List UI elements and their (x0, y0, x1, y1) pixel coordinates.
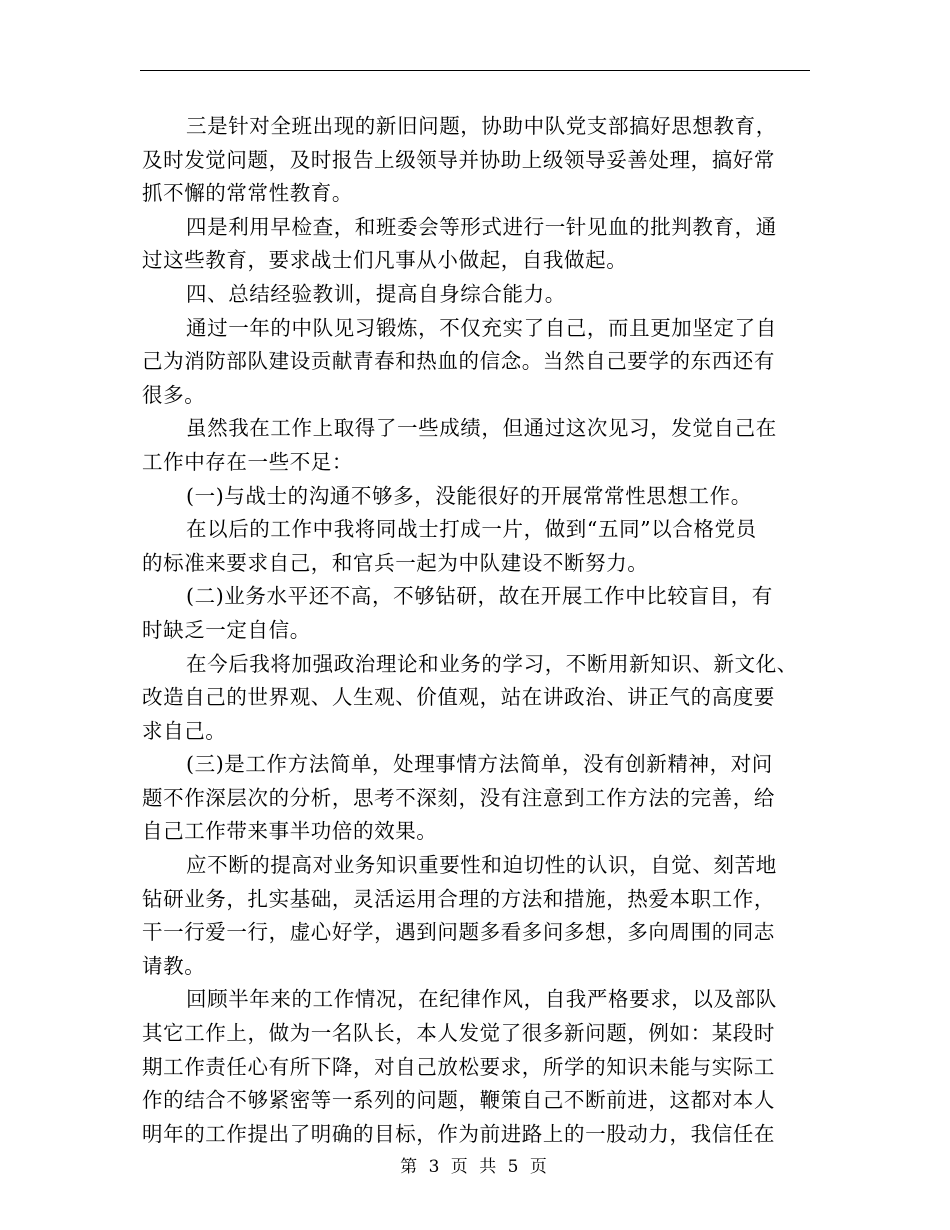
text-line: 四、总结经验教训，提高自身综合能力。 (186, 281, 566, 306)
text-line: 虽然我在工作上取得了一些成绩，但通过这次见习，发觉自己在 (186, 416, 777, 441)
text-line: (二)业务水平还不高，不够钻研，故在开展工作中比较盲目，有 (186, 584, 773, 609)
text-line: 自己工作带来事半功倍的效果。 (142, 819, 438, 844)
text-line: 回顾半年来的工作情况，在纪律作风，自我严格要求，以及部队 (186, 987, 777, 1012)
text-line: 应不断的提高对业务知识重要性和迫切性的认识，自觉、刻苦地 (186, 853, 777, 878)
text-line: 在今后我将加强政治理论和业务的学习，不断用新知识、新文化、 (186, 651, 798, 676)
text-line: 题不作深层次的分析，思考不深刻，没有注意到工作方法的完善，给 (142, 785, 775, 810)
text-line: 时缺乏一定自信。 (142, 617, 311, 642)
text-line: 请教。 (142, 953, 206, 978)
text-line: 其它工作上，做为一名队长，本人发觉了很多新问题，例如：某段时 (142, 1021, 775, 1046)
text-line: 及时发觉问题，及时报告上级领导并协助上级领导妥善处理，搞好常 (142, 147, 775, 172)
header-rule (140, 70, 810, 71)
text-line: 期工作责任心有所下降，对自己放松要求，所学的知识未能与实际工 (142, 1054, 775, 1079)
text-line: 求自己。 (142, 718, 227, 743)
text-line: (一)与战士的沟通不够多，没能很好的开展常常性思想工作。 (186, 483, 752, 508)
page-footer: 第 3 页 共 5 页 (400, 1157, 550, 1177)
text-line: 干一行爱一行，虚心好学，遇到问题多看多问多想，多向周围的同志 (142, 920, 775, 945)
text-line: (三)是工作方法简单，处理事情方法简单，没有创新精神，对问 (186, 752, 773, 777)
text-line: 三是针对全班出现的新旧问题，协助中队党支部搞好思想教育， (186, 114, 777, 138)
text-line: 过这些教育，要求战士们凡事从小做起，自我做起。 (142, 248, 628, 273)
text-line: 钻研业务，扎实基础，灵活运用合理的方法和措施，热爱本职工作， (142, 886, 775, 911)
text-line: 四是利用早检查，和班委会等形式进行一针见血的批判教育，通 (186, 214, 777, 239)
text-line: 己为消防部队建设贡献青春和热血的信念。当然自己要学的东西还有 (142, 349, 775, 374)
text-line: 通过一年的中队见习锻炼，不仅充实了自己，而且更加坚定了自 (186, 315, 777, 340)
text-line: 在以后的工作中我将同战士打成一片，做到“五同”以合格党员 (186, 517, 757, 542)
text-line: 明年的工作提出了明确的目标，作为前进路上的一股动力，我信任在 (142, 1121, 775, 1146)
body-text (142, 110, 810, 1151)
text-line: 很多。 (142, 382, 206, 407)
text-line: 抓不懈的常常性教育。 (142, 181, 353, 206)
text-line: 工作中存在一些不足： (142, 449, 353, 474)
text-line: 的标准来要求自己，和官兵一起为中队建设不断努力。 (142, 550, 649, 575)
text-line: 作的结合不够紧密等一系列的问题，鞭策自己不断前进，这都对本人 (142, 1088, 775, 1113)
text-line: 改造自己的世界观、人生观、价值观，站在讲政治、讲正气的高度要 (142, 685, 775, 710)
